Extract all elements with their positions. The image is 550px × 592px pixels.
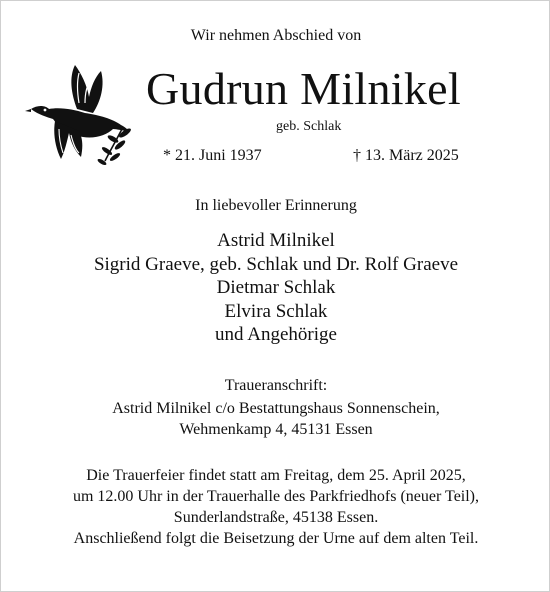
address-line: Astrid Milnikel c/o Bestattungshaus Sonnenschein, [112, 400, 440, 417]
mourner-name: Dietmar Schlak [216, 277, 336, 298]
mourner-name: Sigrid Graeve, geb. Schlak und Dr. Rolf Graeve [93, 253, 459, 275]
service-details [1, 465, 550, 549]
address-line: Wehmenkamp 4, 45131 Essen [179, 421, 373, 438]
birth-date: * 21. Juni 1937 [163, 147, 262, 164]
mourning-address [1, 398, 550, 440]
maiden-name: geb. Schlak [276, 119, 342, 134]
address-label: Traueranschrift: [224, 377, 328, 394]
service-line: Die Trauerfeier findet statt am Freitag, dem 25. April 2025, [86, 467, 466, 484]
memory-line: In liebevoller Erinnerung [195, 197, 357, 214]
service-line: Anschließend folgt die Beisetzung der Urne auf dem alten Teil. [73, 530, 479, 547]
mourner-name: und Angehörige [215, 324, 337, 345]
service-line: um 12.00 Uhr in der Trauerhalle des Parkfriedhofs (neuer Teil), [72, 488, 480, 505]
death-date: † 13. März 2025 [353, 147, 459, 164]
intro-text: Wir nehmen Abschied von [190, 27, 362, 44]
service-line: Sunderlandstraße, 45138 Essen. [173, 509, 379, 526]
dove-with-olive-branch-icon [25, 63, 143, 167]
mourners-list [1, 229, 550, 347]
deceased-name: Gudrun Milnikel [146, 63, 461, 114]
mourner-name: Elvira Schlak [224, 300, 328, 322]
mourner-name: Astrid Milnikel [217, 230, 335, 251]
